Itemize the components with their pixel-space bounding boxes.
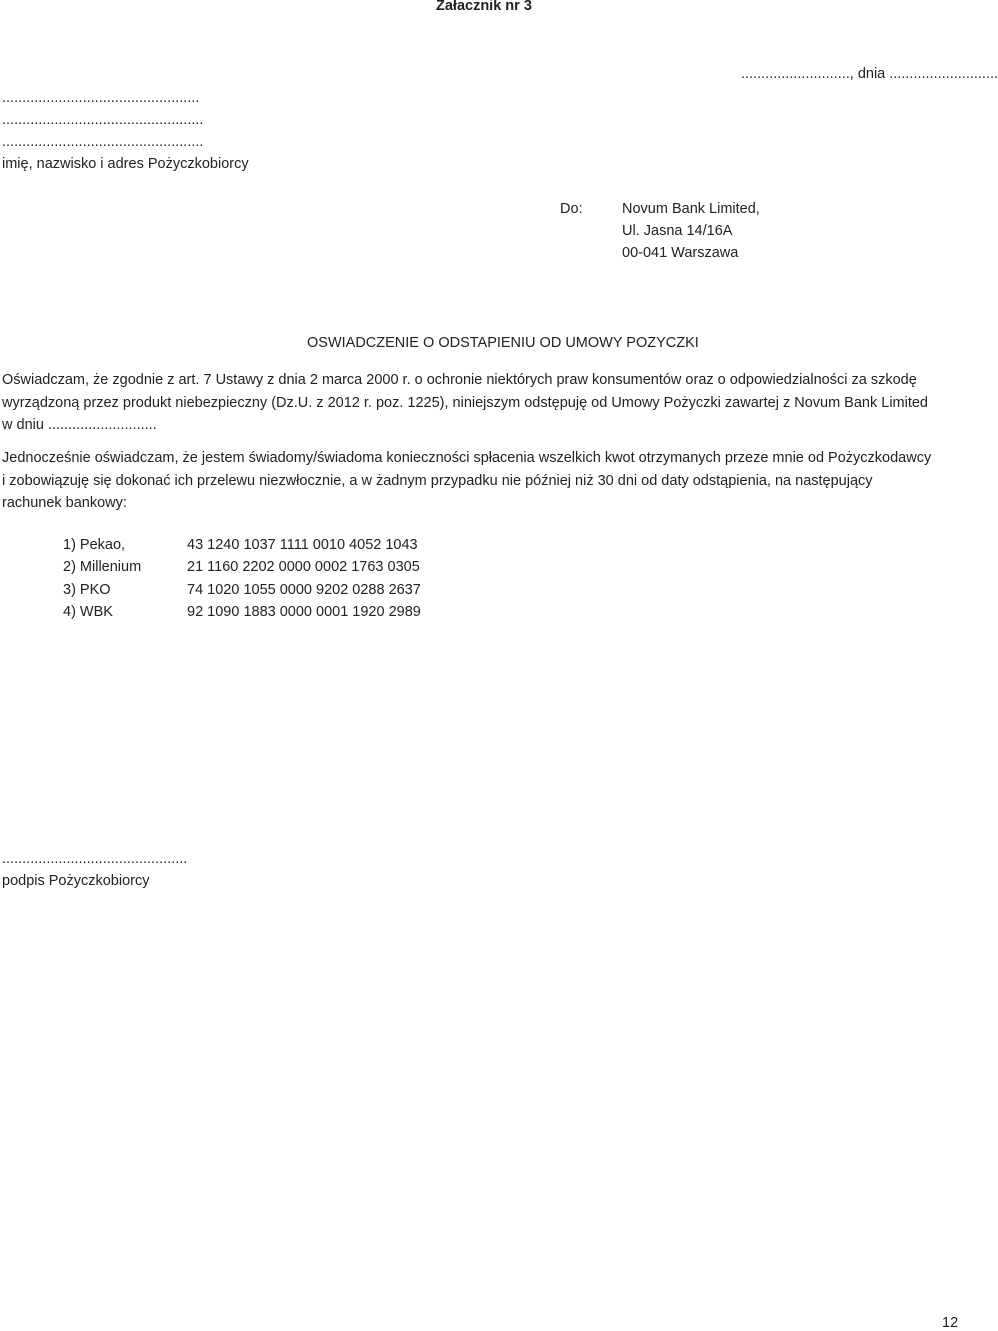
repayment-line-3: rachunek bankowy: xyxy=(2,495,127,511)
list-item xyxy=(0,537,500,559)
declaration-line-1: Oświadczam, że zgodnie z art. 7 Ustawy z dnia 2 marca 2000 r. o ochronie niektórych praw konsumentów oraz o odpowiedzialności za szkodę xyxy=(2,372,917,388)
declaration-line-2: wyrządzoną przez produkt niebezpieczny (Dz.U. z 2012 r. poz. 1225), niniejszym odstępuję od Umowy Pożyczki zawartej z Novum Bank Limited xyxy=(2,394,928,411)
repayment-paragraph xyxy=(2,447,952,515)
bank-account: 92 1090 1883 0000 0001 1920 2989 xyxy=(187,604,421,620)
annex-title: Załacznik nr 3 xyxy=(436,0,532,14)
declaration-paragraph xyxy=(2,369,952,437)
document-title: OSWIADCZENIE O ODSTAPIENIU OD UMOWY POZYCZKI xyxy=(307,335,699,351)
page-number: 12 xyxy=(942,1315,959,1331)
signature-label: podpis Pożyczkobiorcy xyxy=(2,873,150,889)
repayment-line-2: i zobowiązuję się dokonać ich przelewu niezwłocznie, a w żadnym przypadku nie później niż 30 dni od daty odstąpienia, na następujący xyxy=(2,472,873,489)
list-item xyxy=(0,604,500,626)
sender-dots-2: .................................................. xyxy=(2,112,204,128)
bank-name: 4) WBK xyxy=(63,604,113,620)
list-item xyxy=(0,559,500,581)
bank-name: 2) Millenium xyxy=(63,559,142,575)
list-item xyxy=(0,582,500,604)
bank-account: 43 1240 1037 1111 0010 4052 1043 xyxy=(187,537,418,553)
repayment-line-1: Jednocześnie oświadczam, że jestem świadomy/świadoma konieczności spłacenia wszelkich kwot otrzymanych przeze mnie od Pożyczkodawcy xyxy=(2,450,932,466)
signature-dots: .............................................. xyxy=(2,851,188,867)
recipient-line-1: Novum Bank Limited, xyxy=(622,201,760,217)
date-line: ..........................., dnia ........................... xyxy=(741,66,998,82)
declaration-line-3: w dniu ........................... xyxy=(2,417,157,433)
bank-account: 21 1160 2202 0000 0002 1763 0305 xyxy=(187,559,420,575)
bank-account: 74 1020 1055 0000 9202 0288 2637 xyxy=(187,582,421,598)
sender-label: imię, nazwisko i adres Pożyczkobiorcy xyxy=(2,156,249,172)
bank-name: 3) PKO xyxy=(63,582,111,598)
recipient-line-2: Ul. Jasna 14/16A xyxy=(622,223,733,239)
sender-dots-3: .................................................. xyxy=(2,134,204,150)
bank-name: 1) Pekao, xyxy=(63,537,126,553)
recipient-prefix: Do: xyxy=(560,201,583,217)
sender-dots-1: ................................................. xyxy=(2,90,200,106)
recipient-line-3: 00-041 Warszawa xyxy=(622,245,739,261)
